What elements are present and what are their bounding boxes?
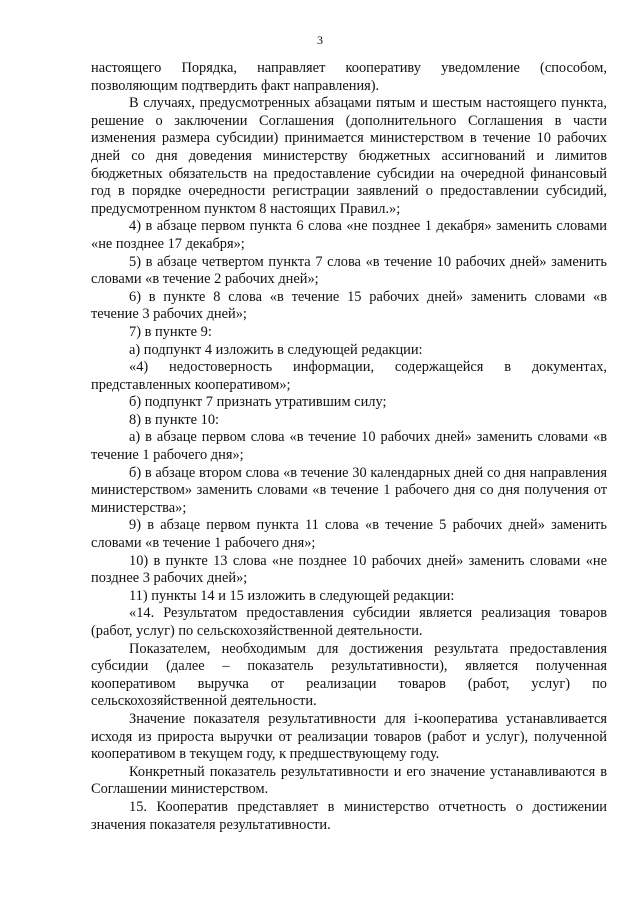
paragraph: Значение показателя результативности для i-кооператива устанавливается исходя из прироста выручки от реализации товаров (работ и услуг), полученной кооперативом в текущем году, к предшествующему году. [91,710,607,763]
paragraph: 4) в абзаце первом пункта 6 слова «не позднее 1 декабря» заменить словами «не позднее 17 декабря»; [91,218,607,252]
paragraph: «14. Результатом предоставления субсидии является реализация товаров (работ, услуг) по сельскохозяйственной деятельности. [91,605,607,639]
paragraph: 15. Кооператив представляет в министерство отчетность о достижении значения показателя результативности. [91,798,607,833]
paragraph: «4) недостоверность информации, содержащейся в документах, представленных кооперативом»; [91,359,607,393]
page-number: 3 [317,33,323,47]
paragraph: 7) в пункте 9: [129,323,212,340]
paragraph: 9) в абзаце первом пункта 11 слова «в течение 5 рабочих дней» заменить словами «в течение 1 рабочего дня»; [91,517,607,552]
paragraph: Конкретный показатель результативности и его значение устанавливаются в Соглашении министерством. [91,763,607,798]
paragraph: а) в абзаце первом слова «в течение 10 рабочих дней» заменить словами «в течение 1 рабочего дня»; [91,429,607,464]
paragraph: В случаях, предусмотренных абзацами пятым и шестым настоящего пункта, решение о заключении Соглашения (дополнительного Соглашения в части изменения размера субсидии) принимается министерством в течение 10 рабочих дней со дня доведения министерству бюджетных ассигнований и лимитов бюджетных обязательств на предоставление субсидии на очередной финансовый год в порядке очередности регистрации заявлений о предоставлении субсидий, предусмотренном пунктом 8 настоящих Правил.»; [91,95,607,217]
document-body [91,60,607,834]
paragraph: б) в абзаце втором слова «в течение 30 календарных дней со дня направления министерством» заменить словами «в течение 1 рабочего дня со дня получения от министерства»; [91,464,607,516]
paragraph: 6) в пункте 8 слова «в течение 15 рабочих дней» заменить словами «в течение 3 рабочих дней»; [91,288,607,323]
paragraph: 8) в пункте 10: [129,411,220,428]
paragraph: 5) в абзаце четвертом пункта 7 слова «в течение 10 рабочих дней» заменить словами «в течение 2 рабочих дней»; [91,253,607,288]
paragraph: а) подпункт 4 изложить в следующей редакции: [129,341,423,358]
paragraph: настоящего Порядка, направляет кооперативу уведомление (способом, позволяющим подтвердить факт направления). [91,60,607,94]
paragraph: Показателем, необходимым для достижения результата предоставления субсидии (далее – показатель результативности), является полученная кооперативом выручка от реализации товаров (работ, услуг) по сельскохозяйственной деятельности. [91,640,607,710]
paragraph: 10) в пункте 13 слова «не позднее 10 рабочих дней» заменить словами «не позднее 3 рабочих дней»; [91,552,607,587]
paragraph: 11) пункты 14 и 15 изложить в следующей редакции: [129,587,455,604]
paragraph: б) подпункт 7 признать утратившим силу; [129,394,387,411]
